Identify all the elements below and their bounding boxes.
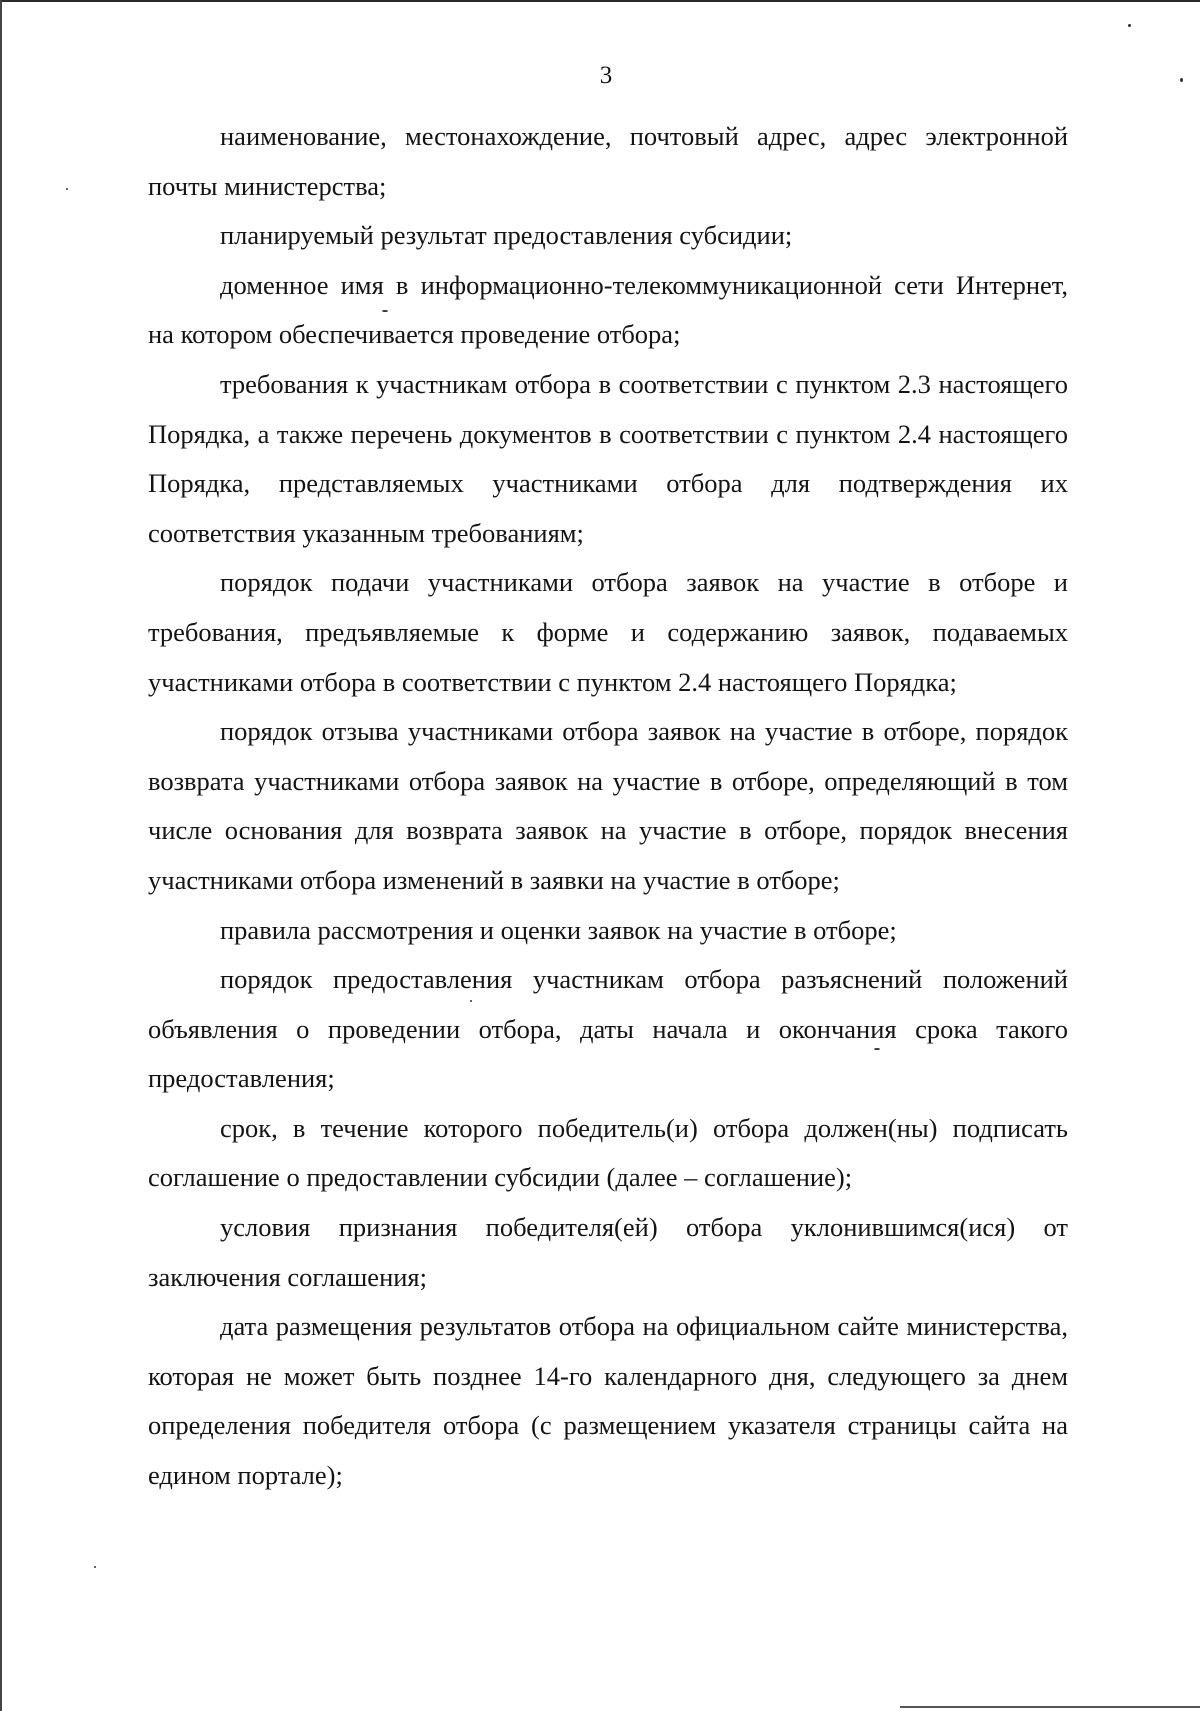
paragraph-application-submission: порядок подачи участниками отбора заявок на участие в отборе и требования, предъявляемые к форме и содержанию заявок, подаваемых участниками отбора в соответствии с пунктом 2.4 настоящего Порядка; (148, 567, 1068, 697)
paragraph-signing-deadline: срок, в течение которого победитель(и) отбора должен(ны) подписать соглашение о предоставлении субсидии (далее – соглашение); (148, 1112, 1068, 1193)
paragraph-review-rules: правила рассмотрения и оценки заявок на участие в отборе; (220, 914, 897, 945)
paragraph-domain-name: доменное имя в информационно-телекоммуникационной сети Интернет, на котором обеспечивается проведение отбора; (148, 269, 1068, 350)
scan-border-top (0, 0, 1200, 2)
paragraph-planned-result: планируемый результат предоставления субсидии; (220, 220, 793, 251)
paragraph-results-publication: дата размещения результатов отбора на официальном сайте министерства, которая не может быть позднее 14-го календарного дня, следующего за днем определения победителя отбора (с размещением указателя страницы сайта на едином портале); (148, 1311, 1068, 1491)
page-number: 3 (599, 62, 613, 89)
scan-speck (1128, 24, 1131, 27)
paragraph-ministry-details: наименование, местонахождение, почтовый адрес, адрес электронной почты министерства; (148, 121, 1068, 201)
document-body (148, 112, 1068, 1501)
paragraph-participant-requirements: требования к участникам отбора в соответствии с пунктом 2.3 настоящего Порядка, а также перечень документов в соответствии с пунктом 2.4 настоящего Порядка, представляемых участниками отбора для подтверждения их соответствия указанным требованиям; (148, 368, 1068, 548)
scan-border-bottom (900, 1706, 1200, 1708)
scan-speck (94, 1566, 96, 1568)
scan-speck (1180, 78, 1183, 82)
paragraph-application-withdrawal: порядок отзыва участниками отбора заявок на участие в отборе, порядок возврата участниками отбора заявок на участие в отборе, определяющий в том числе основания для возврата заявок на участие в отборе, порядок внесения участниками отбора изменений в заявки на участие в отборе; (148, 716, 1068, 895)
scan-speck (470, 1000, 472, 1002)
paragraph-evasion-conditions: условия признания победителя(ей) отбора уклонившимся(ися) от заключения соглашения; (148, 1212, 1068, 1292)
scan-speck (874, 1048, 880, 1050)
scan-speck (66, 188, 68, 190)
scan-speck (382, 310, 388, 312)
paragraph-clarifications: порядок предоставления участникам отбора разъяснений положений объявления о проведении отбора, даты начала и окончания срока такого предоставления; (148, 964, 1068, 1094)
scan-border-left (0, 0, 2, 1711)
